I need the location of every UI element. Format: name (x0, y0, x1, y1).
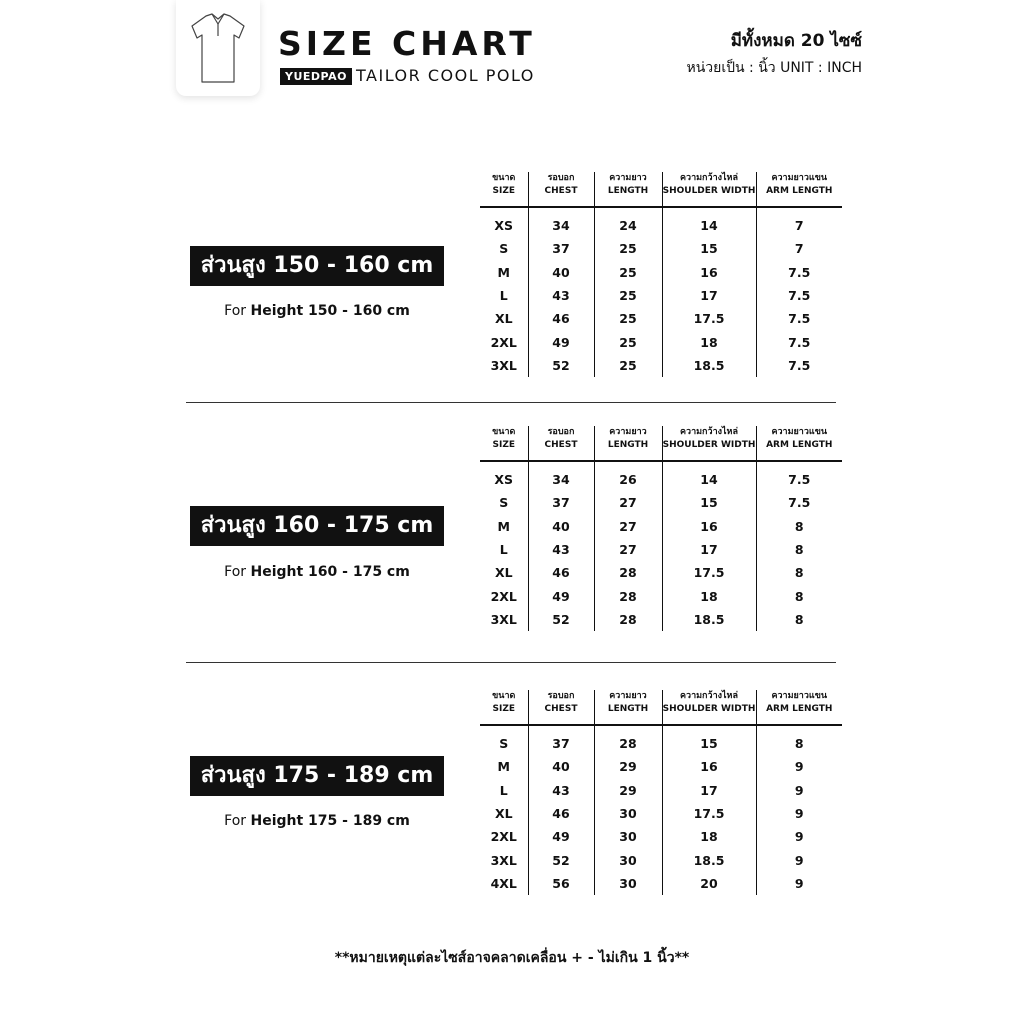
col-arm (756, 172, 842, 207)
table-cell: 18 (662, 584, 756, 607)
table-cell: 28 (594, 608, 662, 631)
table-cell: 15 (662, 491, 756, 514)
table-cell: 17.5 (662, 307, 756, 330)
col-size (480, 426, 528, 461)
height-label-text: Height 160 - 175 cm (250, 564, 410, 580)
table-cell: 9 (756, 802, 842, 825)
table-cell: 30 (594, 802, 662, 825)
table-cell: 49 (528, 584, 594, 607)
table-row (480, 755, 842, 778)
table-cell: 8 (756, 584, 842, 607)
table-cell: 17 (662, 538, 756, 561)
table-cell: 28 (594, 584, 662, 607)
table-cell: 27 (594, 515, 662, 538)
table-cell: 34 (528, 207, 594, 237)
section-divider (186, 402, 836, 403)
column-header-label: CHEST (544, 186, 578, 196)
table-cell: L (499, 782, 508, 798)
column-header-label: ความยาว (609, 427, 647, 437)
page-title: SIZE CHART (278, 24, 536, 63)
table-cell: XS (494, 472, 514, 488)
table-cell: 9 (756, 779, 842, 802)
table-cell: L (499, 288, 508, 304)
table-cell: 9 (756, 825, 842, 848)
column-header-label: ความกว้างไหล่ (680, 427, 738, 437)
table-cell: 52 (528, 608, 594, 631)
height-label-text: Height 150 - 160 cm (250, 303, 410, 319)
table-cell: 8 (756, 608, 842, 631)
table-cell: 34 (528, 461, 594, 491)
table-cell: 37 (528, 491, 594, 514)
table-row (480, 538, 842, 561)
col-shoulder (662, 426, 756, 461)
column-header-label: ความกว้างไหล่ (680, 173, 738, 183)
table-row (480, 330, 842, 353)
col-length (594, 426, 662, 461)
table-cell: 2XL (490, 829, 517, 845)
table-cell: 30 (594, 825, 662, 848)
table-cell: 52 (528, 848, 594, 871)
column-header-label: ขนาด (492, 427, 516, 437)
table-cell: 30 (594, 848, 662, 871)
footnote: **หมายเหตุแต่ละไซส์อาจคลาดเคลื่อน + - ไม่เกิน 1 นิ้ว** (334, 950, 690, 966)
table-cell: 37 (528, 725, 594, 755)
height-label-3 (190, 811, 444, 831)
column-header-label: ความยาว (609, 691, 647, 701)
table-cell: 7.5 (756, 461, 842, 491)
table-cell: 2XL (490, 334, 517, 350)
table-cell: 7.5 (756, 307, 842, 330)
table-cell: 3XL (490, 611, 517, 627)
table-cell: 4XL (490, 875, 517, 891)
column-header-label: ARM LENGTH (766, 704, 833, 714)
table-row (480, 608, 842, 631)
table-cell: S (499, 736, 509, 752)
table-cell: 26 (594, 461, 662, 491)
table-cell: XL (494, 806, 513, 822)
shirt-logo (176, 0, 260, 96)
column-header-label: ขนาด (492, 691, 516, 701)
table-cell: 16 (662, 261, 756, 284)
col-size (480, 172, 528, 207)
column-header-label: LENGTH (607, 440, 649, 450)
table-cell: 9 (756, 872, 842, 895)
column-header-label: ความยาวแขน (771, 173, 828, 183)
table-cell: 43 (528, 284, 594, 307)
col-length (594, 172, 662, 207)
column-header-label: ความยาวแขน (771, 427, 828, 437)
table-cell: 7 (756, 237, 842, 260)
table-row (480, 207, 842, 237)
polo-shirt-icon (188, 10, 248, 86)
col-chest (528, 172, 594, 207)
table-cell: M (497, 759, 510, 775)
col-chest (528, 690, 594, 725)
table-cell: 18 (662, 330, 756, 353)
table-cell: 7.5 (756, 330, 842, 353)
table-row (480, 515, 842, 538)
table-cell: 8 (756, 515, 842, 538)
table-cell: S (499, 495, 509, 511)
table-cell: 15 (662, 237, 756, 260)
height-label-text: For (224, 564, 247, 580)
table-row (480, 779, 842, 802)
table-cell: 43 (528, 779, 594, 802)
col-size (480, 690, 528, 725)
brand-badge: YUEDPAO (280, 68, 352, 85)
table-cell: 25 (594, 307, 662, 330)
table-cell: 7.5 (756, 261, 842, 284)
table-row (480, 825, 842, 848)
table-cell: 49 (528, 330, 594, 353)
table-cell: 40 (528, 261, 594, 284)
table-cell: 18.5 (662, 608, 756, 631)
section-divider (186, 662, 836, 663)
height-label-text: For (224, 303, 247, 319)
table-row (480, 561, 842, 584)
column-header-label: SIZE (492, 440, 515, 450)
column-header-label: รอบอก (547, 173, 575, 183)
table-cell: 17.5 (662, 802, 756, 825)
table-cell: 25 (594, 237, 662, 260)
table-cell: 25 (594, 284, 662, 307)
table-cell: 16 (662, 755, 756, 778)
table-cell: 17.5 (662, 561, 756, 584)
table-cell: 25 (594, 330, 662, 353)
column-header-label: SHOULDER WIDTH (662, 704, 756, 714)
col-shoulder (662, 172, 756, 207)
table-cell: 43 (528, 538, 594, 561)
table-cell: 17 (662, 284, 756, 307)
table-cell: XL (494, 565, 513, 581)
table-cell: XL (494, 311, 513, 327)
height-badge-2: ส่วนสูง 160 - 175 cm (190, 506, 444, 546)
column-header-label: ความยาวแขน (771, 691, 828, 701)
size-table-1 (480, 172, 842, 377)
table-cell: 18 (662, 825, 756, 848)
table-cell: XS (494, 218, 514, 234)
table-cell: 29 (594, 755, 662, 778)
table-cell: 40 (528, 755, 594, 778)
column-header-label: รอบอก (547, 427, 575, 437)
column-header-label: SIZE (492, 186, 515, 196)
table-cell: 15 (662, 725, 756, 755)
table-cell: 7 (756, 207, 842, 237)
table-cell: 3XL (490, 357, 517, 373)
table-cell: 17 (662, 779, 756, 802)
table-row (480, 307, 842, 330)
table-row (480, 872, 842, 895)
size-table-2 (480, 426, 842, 631)
table-row (480, 261, 842, 284)
column-header-label: ความกว้างไหล่ (680, 691, 738, 701)
size-table-3 (480, 690, 842, 895)
total-sizes: มีทั้งหมด 20 ไซซ์ (730, 31, 862, 51)
table-cell: M (497, 264, 510, 280)
column-header-label: SIZE (492, 704, 515, 714)
table-cell: 14 (662, 207, 756, 237)
table-cell: 8 (756, 725, 842, 755)
col-chest (528, 426, 594, 461)
table-row (480, 802, 842, 825)
table-cell: 2XL (490, 588, 517, 604)
table-cell: 25 (594, 354, 662, 377)
column-header-label: ขนาด (492, 173, 516, 183)
table-cell: 8 (756, 538, 842, 561)
table-cell: 46 (528, 561, 594, 584)
column-header-label: CHEST (544, 440, 578, 450)
table-cell: 9 (756, 755, 842, 778)
column-header-label: CHEST (544, 704, 578, 714)
table-cell: 18.5 (662, 848, 756, 871)
column-header-label: LENGTH (607, 186, 649, 196)
table-row (480, 725, 842, 755)
column-header-label: ARM LENGTH (766, 440, 833, 450)
table-cell: 46 (528, 307, 594, 330)
table-row (480, 354, 842, 377)
height-label-1 (190, 301, 444, 321)
height-badge-1: ส่วนสูง 150 - 160 cm (190, 246, 444, 286)
column-header-label: รอบอก (547, 691, 575, 701)
column-header-label: SHOULDER WIDTH (662, 440, 756, 450)
table-cell: 25 (594, 261, 662, 284)
product-name: TAILOR COOL POLO (356, 66, 535, 85)
column-header-label: ความยาว (609, 173, 647, 183)
table-cell: 7.5 (756, 354, 842, 377)
table-cell: 27 (594, 538, 662, 561)
table-row (480, 284, 842, 307)
column-header-label: SHOULDER WIDTH (662, 186, 756, 196)
col-arm (756, 426, 842, 461)
unit-label: หน่วยเป็น : นิ้ว UNIT : INCH (686, 60, 862, 76)
table-cell: S (499, 241, 509, 257)
table-cell: 27 (594, 491, 662, 514)
table-cell: 16 (662, 515, 756, 538)
table-row (480, 584, 842, 607)
col-arm (756, 690, 842, 725)
table-row (480, 848, 842, 871)
table-cell: 14 (662, 461, 756, 491)
table-row (480, 461, 842, 491)
table-cell: 8 (756, 561, 842, 584)
table-cell: 28 (594, 561, 662, 584)
table-cell: L (499, 542, 508, 558)
col-shoulder (662, 690, 756, 725)
column-header-label: ARM LENGTH (766, 186, 833, 196)
table-cell: 7.5 (756, 491, 842, 514)
col-length (594, 690, 662, 725)
table-cell: 9 (756, 848, 842, 871)
table-cell: 46 (528, 802, 594, 825)
table-cell: 29 (594, 779, 662, 802)
table-cell: 7.5 (756, 284, 842, 307)
table-cell: 3XL (490, 852, 517, 868)
table-cell: 40 (528, 515, 594, 538)
height-badge-3: ส่วนสูง 175 - 189 cm (190, 756, 444, 796)
table-row (480, 237, 842, 260)
table-cell: M (497, 518, 510, 534)
table-cell: 28 (594, 725, 662, 755)
column-header-label: LENGTH (607, 704, 649, 714)
table-cell: 20 (662, 872, 756, 895)
table-cell: 52 (528, 354, 594, 377)
table-cell: 49 (528, 825, 594, 848)
height-label-2 (190, 562, 444, 582)
height-label-text: For (224, 813, 247, 829)
table-row (480, 491, 842, 514)
table-cell: 24 (594, 207, 662, 237)
table-cell: 37 (528, 237, 594, 260)
table-cell: 18.5 (662, 354, 756, 377)
height-label-text: Height 175 - 189 cm (250, 813, 410, 829)
table-cell: 30 (594, 872, 662, 895)
table-cell: 56 (528, 872, 594, 895)
